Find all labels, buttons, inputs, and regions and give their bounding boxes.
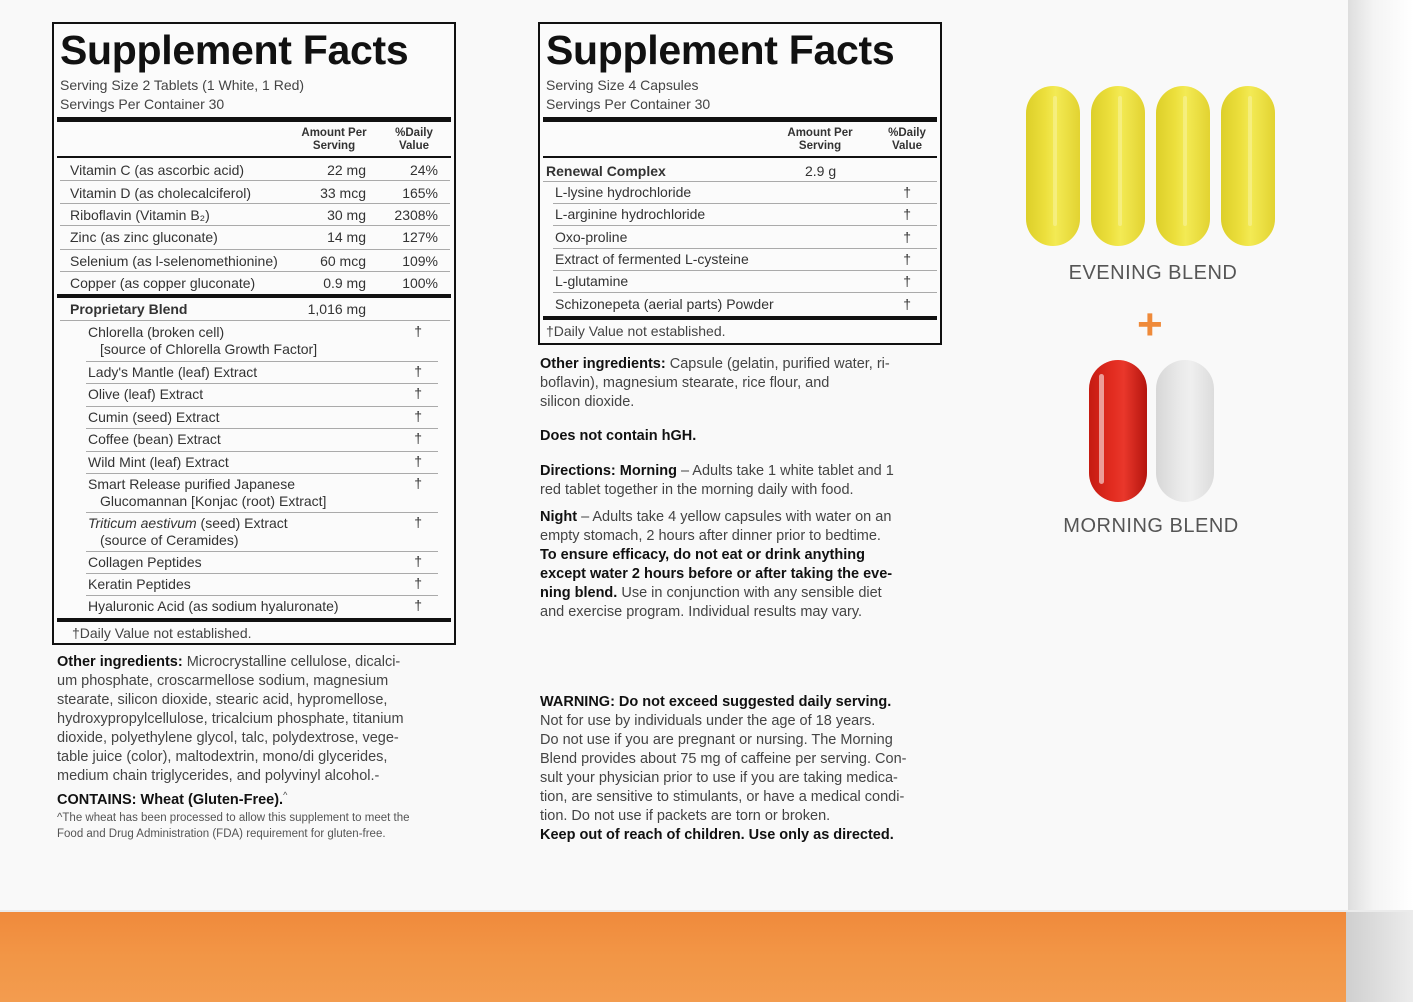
- directions-morning: [540, 462, 950, 500]
- complex-item-name: Oxo-proline: [555, 229, 628, 245]
- efficacy-line-0: To ensure efficacy, do not eat or drink anything: [540, 547, 865, 563]
- efficacy-tail-1: Use in conjunction with any sensible diet: [617, 585, 882, 601]
- warning-line-1: Do not use if you are pregnant or nursing. The Morning: [540, 732, 893, 748]
- left-other-line-6: medium chain triglycerides, and polyvinyl alcohol.-: [57, 768, 380, 784]
- white-tablet: [1156, 360, 1214, 502]
- vitamin-amount: 30 mg: [327, 207, 366, 223]
- right-complex-row: [543, 159, 937, 182]
- blend-item-row: [86, 362, 438, 384]
- left-wheat-note-2: Food and Drug Administration (FDA) requirement for gluten-free.: [57, 828, 386, 840]
- efficacy-line-2: ning blend.: [540, 585, 618, 601]
- blend-item-line1: Hyaluronic Acid (as sodium hyaluronate): [88, 598, 339, 614]
- red-tablet: [1089, 360, 1147, 502]
- right-thick-rule-bottom: [543, 316, 937, 320]
- vitamin-name: Vitamin C (as ascorbic acid): [70, 162, 245, 178]
- vitamin-amount: 60 mcg: [320, 253, 366, 269]
- warning-line-0: Not for use by individuals under the age of 18 years.: [540, 713, 876, 729]
- orange-band-shadow: [1346, 912, 1413, 1002]
- plus-sign: +: [1137, 300, 1163, 349]
- blend-item-dv: †: [414, 385, 422, 401]
- no-hgh-text: Does not contain hGH.: [540, 428, 697, 444]
- orange-band: [0, 912, 1346, 1002]
- right-complex-name: Renewal Complex: [546, 163, 666, 179]
- warning-block: [540, 693, 950, 845]
- vitamin-row: [60, 272, 450, 292]
- vitamin-dv: 127%: [402, 229, 438, 245]
- complex-item-name: Schizonepeta (aerial parts) Powder: [555, 296, 774, 312]
- vitamin-row: [60, 159, 450, 181]
- left-other-label: Other ingredients:: [57, 654, 183, 670]
- right-thick-rule-top: [543, 117, 937, 122]
- warning-line-5: tion. Do not use if packets are torn or broken.: [540, 808, 831, 824]
- blend-item-line1: Wild Mint (leaf) Extract: [88, 454, 229, 470]
- blend-item-name: [88, 364, 257, 381]
- complex-item-row: [553, 204, 937, 226]
- left-wheat-note-1: ^The wheat has been processed to allow this supplement to meet the: [57, 812, 410, 824]
- blend-item-name: [88, 598, 339, 615]
- blend-item-row: [86, 322, 438, 362]
- blend-item-name: [88, 409, 219, 426]
- warning-label: WARNING: Do not exceed suggested daily serving.: [540, 694, 892, 710]
- left-col-dv: %Daily Value: [395, 127, 433, 152]
- blend-item-line1: Lady's Mantle (leaf) Extract: [88, 364, 258, 380]
- yellow-capsule-2: [1091, 86, 1145, 246]
- left-thick-rule-top: [57, 117, 451, 122]
- directions-label: Directions: Morning: [540, 463, 677, 479]
- vitamin-dv: 100%: [402, 275, 438, 291]
- blend-item-dv: †: [414, 597, 422, 613]
- right-other-ingredients: [540, 355, 950, 412]
- directions-night: [540, 508, 950, 622]
- vitamin-dv: 24%: [409, 162, 438, 178]
- blend-item-row: [86, 452, 438, 474]
- right-other-line-0: Capsule (gelatin, purified water, ri-: [665, 356, 890, 372]
- complex-item-dv: †: [903, 296, 911, 312]
- warning-line-3: sult your physician prior to use if you are taking medica-: [540, 770, 898, 786]
- right-other-line-2: silicon dioxide.: [540, 394, 635, 410]
- right-footnote: †Daily Value not established.: [546, 323, 726, 339]
- blend-item-name: [88, 476, 326, 510]
- right-serving-size: Serving Size 4 Capsules: [546, 77, 699, 93]
- blend-item-italic: Triticum aestivum: [88, 515, 197, 531]
- vitamin-name: Copper (as copper gluconate): [70, 275, 256, 291]
- complex-item-name: Extract of fermented L-cysteine: [555, 251, 749, 267]
- morning-blend-label: MORNING BLEND: [1063, 515, 1239, 537]
- vitamin-row: [60, 250, 450, 272]
- left-other-line-2: stearate, silicon dioxide, stearic acid, hypromellose,: [57, 692, 388, 708]
- complex-item-row: [553, 249, 937, 271]
- blend-item-dv: †: [414, 475, 422, 491]
- efficacy-line-1: except water 2 hours before or after taking the eve-: [540, 566, 893, 582]
- blend-item-dv: †: [414, 323, 422, 339]
- blend-item-line2: [source of Chlorella Growth Factor]: [100, 341, 318, 357]
- left-serving-size: Serving Size 2 Tablets (1 White, 1 Red): [60, 77, 305, 93]
- blend-item-row: [86, 596, 438, 618]
- left-other-line-5: table juice (color), maltodextrin, mono/di glycerides,: [57, 749, 388, 765]
- vitamin-amount: 22 mg: [327, 162, 366, 178]
- evening-blend-label: EVENING BLEND: [1068, 262, 1238, 284]
- vitamin-name: Vitamin D (as cholecalciferol): [70, 185, 252, 201]
- complex-item-row: [553, 294, 937, 316]
- right-col-amount: Amount Per Serving: [787, 127, 853, 152]
- vitamin-dv: 109%: [402, 253, 438, 269]
- blend-item-row: [86, 552, 438, 574]
- left-rule-header: [57, 156, 451, 158]
- blend-item-dv: †: [414, 408, 422, 424]
- blend-item-line1: Olive (leaf) Extract: [88, 386, 204, 402]
- blend-item-name: [88, 324, 317, 358]
- left-blend-amount: 1,016 mg: [307, 301, 366, 317]
- vitamin-amount: 33 mcg: [320, 185, 366, 201]
- warning-line-2: Blend provides about 75 mg of caffeine per serving. Con-: [540, 751, 907, 767]
- yellow-capsule-1: [1026, 86, 1080, 246]
- left-other-line-4: dioxide, polyethylene glycol, talc, polydextrose, vege-: [57, 730, 399, 746]
- complex-item-row: [553, 227, 937, 249]
- blend-item-line1: Smart Release purified Japanese: [88, 476, 296, 492]
- right-other-label: Other ingredients:: [540, 356, 666, 372]
- vitamin-dv: 2308%: [394, 207, 438, 223]
- vitamin-name: Zinc (as zinc gluconate): [70, 229, 218, 245]
- blend-item-line2: Glucomannan [Konjac (root) Extract]: [100, 493, 327, 509]
- complex-item-dv: †: [903, 251, 911, 267]
- night-line-1: empty stomach, 2 hours after dinner prior to bedtime.: [540, 528, 881, 544]
- blend-item-dv: †: [414, 453, 422, 469]
- blend-item-line1: Collagen Peptides: [88, 554, 202, 570]
- blend-item-name: [88, 576, 191, 593]
- right-other-line-1: boflavin), magnesium stearate, rice flour, and: [540, 375, 830, 391]
- blend-item-line1: Cumin (seed) Extract: [88, 409, 220, 425]
- vitamin-row: [60, 226, 450, 250]
- right-rule-header: [543, 156, 937, 158]
- warning-line-4: tion, are sensitive to stimulants, or have a medical condi-: [540, 789, 905, 805]
- directions-line-1: red tablet together in the morning daily with food.: [540, 482, 854, 498]
- left-contains: CONTAINS: Wheat (Gluten-Free).: [57, 791, 284, 808]
- blend-item-name: [88, 386, 203, 403]
- blend-item-line2: (source of Ceramides): [100, 532, 239, 548]
- complex-item-dv: †: [903, 273, 911, 289]
- right-panel-title: Supplement Facts: [546, 27, 895, 73]
- blend-item-line1: (seed) Extract: [196, 515, 288, 531]
- left-wheat-note: [57, 810, 457, 842]
- directions-line-0: – Adults take 1 white tablet and 1: [676, 463, 894, 479]
- blend-item-dv: †: [414, 553, 422, 569]
- left-panel-title: Supplement Facts: [60, 27, 409, 73]
- night-label: Night: [540, 509, 578, 525]
- blend-item-dv: †: [414, 430, 422, 446]
- left-thick-rule-bottom: [57, 618, 451, 622]
- complex-item-dv: †: [903, 184, 911, 200]
- blend-item-dv: †: [414, 514, 422, 530]
- complex-item-row: [553, 182, 937, 204]
- left-col-amount: Amount Per Serving: [301, 127, 367, 152]
- left-footnote: †Daily Value not established.: [72, 625, 252, 641]
- left-other-line-0: Microcrystalline cellulose, dicalci-: [182, 654, 401, 670]
- complex-item-name: L-arginine hydrochloride: [555, 206, 706, 222]
- blend-item-row: [86, 574, 438, 596]
- vitamin-name: Riboflavin (Vitamin B₂): [70, 207, 210, 223]
- efficacy-tail-2: and exercise program. Individual results may vary.: [540, 604, 863, 620]
- blend-item-name: [88, 431, 221, 448]
- yellow-capsule-3: [1156, 86, 1210, 246]
- blend-item-name: [88, 454, 229, 471]
- left-other-ingredients: [57, 653, 457, 810]
- complex-item-row: [553, 271, 937, 293]
- blend-item-row: [86, 429, 438, 452]
- right-complex-amount: 2.9 g: [805, 163, 837, 179]
- keep-out-text: Keep out of reach of children. Use only as directed.: [540, 827, 894, 843]
- vitamin-row: [60, 204, 450, 226]
- blend-item-dv: †: [414, 575, 422, 591]
- complex-item-name: L-glutamine: [555, 273, 629, 289]
- vitamin-dv: 165%: [402, 185, 438, 201]
- blend-item-name: [88, 515, 288, 549]
- night-line-0: – Adults take 4 yellow capsules with water on an: [577, 509, 892, 525]
- blend-item-line1: Chlorella (broken cell): [88, 324, 225, 340]
- blend-item-row: [86, 474, 438, 513]
- left-blend-name: Proprietary Blend: [70, 301, 188, 317]
- right-servings-per-container: Servings Per Container 30: [546, 96, 711, 112]
- blend-item-name: [88, 554, 202, 571]
- no-hgh: [540, 427, 696, 446]
- right-col-dv: %Daily Value: [888, 127, 926, 152]
- vitamin-amount: 0.9 mg: [323, 275, 366, 291]
- blend-item-row: [86, 407, 438, 429]
- left-other-line-1: um phosphate, croscarmellose sodium, magnesium: [57, 673, 389, 689]
- vitamin-name: Selenium (as l-selenomethionine): [70, 253, 278, 269]
- vitamin-amount: 14 mg: [327, 229, 366, 245]
- blend-item-dv: †: [414, 363, 422, 379]
- left-servings-per-container: Servings Per Container 30: [60, 96, 225, 112]
- complex-item-dv: †: [903, 229, 911, 245]
- blend-item-line1: Coffee (bean) Extract: [88, 431, 221, 447]
- vitamin-row: [60, 182, 450, 204]
- blend-item-row: [86, 513, 438, 552]
- blend-item-line1: Keratin Peptides: [88, 576, 191, 592]
- complex-item-name: L-lysine hydrochloride: [555, 184, 692, 200]
- blend-item-row: [86, 384, 438, 407]
- left-blend-row: [60, 298, 450, 321]
- complex-item-dv: †: [903, 206, 911, 222]
- left-other-line-3: hydroxypropylcellulose, tricalcium phosphate, titanium: [57, 711, 404, 727]
- yellow-capsule-4: [1221, 86, 1275, 246]
- box-edge: [1348, 0, 1413, 910]
- left-contains-mark: ^: [283, 790, 288, 800]
